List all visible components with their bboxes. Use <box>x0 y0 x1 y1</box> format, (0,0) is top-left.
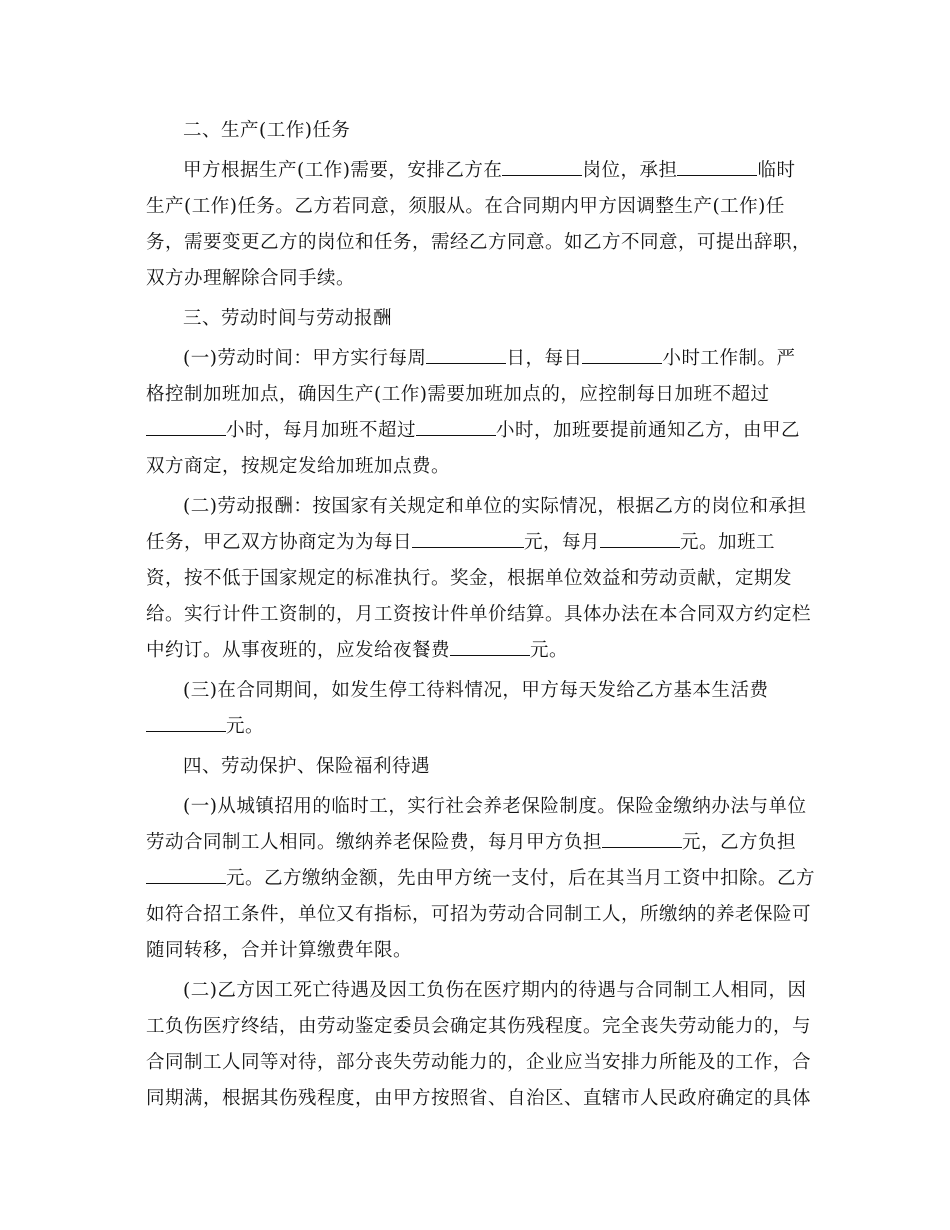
section-4-title: 四、劳动保护、保险福利待遇 <box>183 756 431 777</box>
section-3-heading <box>183 301 806 337</box>
text-line: 甲方根据生产(工作)需要，安排乙方在 岗位，承担 临时 <box>183 160 796 181</box>
text-line: 务，需要变更乙方的岗位和任务，需经乙方同意。如乙方不同意，可提出辞职， <box>146 232 812 253</box>
fill-blank[interactable] <box>412 546 524 548</box>
fill-blank[interactable] <box>502 174 582 176</box>
fill-blank[interactable] <box>602 846 682 848</box>
fill-blank[interactable] <box>582 362 662 364</box>
section-4-paragraph-1 <box>146 789 816 969</box>
text-line: (二)劳动报酬：按国家有关规定和单位的实际情况，根据乙方的岗位和承担 <box>183 496 807 517</box>
text-line: (三)在合同期间，如发生停工待料情况，甲方每天发给乙方基本生活费 <box>183 680 769 701</box>
text-line: 任务，甲乙双方协商定为为每日 元，每月 元。加班工 <box>146 532 776 553</box>
text-line: 生产(工作)任务。乙方若同意，须服从。在合同期内甲方因调整生产(工作)任 <box>146 196 785 217</box>
text-line: 元。乙方缴纳金额，先由甲方统一支付，后在其当月工资中扣除。乙方 <box>146 861 806 897</box>
section-2-heading <box>183 113 806 149</box>
section-3-paragraph-3 <box>146 673 806 745</box>
fill-blank[interactable] <box>426 362 506 364</box>
text-line: (一)从城镇招用的临时工，实行社会养老保险制度。保险金缴纳办法与单位 <box>183 796 807 817</box>
fill-blank[interactable] <box>146 434 226 436</box>
fill-blank[interactable] <box>600 546 680 548</box>
text-line: 格控制加班加点，确因生产(工作)需要加班加点的，应控制每日加班不超过 <box>146 384 770 405</box>
text-line: 给。实行计件工资制的，月工资按计件单价结算。具体办法在本合同双方约定栏 <box>146 604 812 625</box>
section-4-heading <box>183 749 806 785</box>
text-line: 双方办理解除合同手续。 <box>146 268 356 289</box>
fill-blank[interactable] <box>677 174 757 176</box>
fill-blank[interactable] <box>450 654 530 656</box>
text-line: 同期满，根据其伤残程度，由甲方按照省、自治区、直辖市人民政府确定的具体 <box>146 1088 812 1109</box>
fill-blank[interactable] <box>146 730 226 732</box>
section-4-paragraph-2 <box>146 973 812 1117</box>
fill-blank[interactable] <box>146 882 226 884</box>
section-2-paragraph <box>146 153 812 297</box>
section-2-title: 二、生产(工作)任务 <box>183 120 351 141</box>
text-line: 合同制工人同等对待，部分丧失劳动能力的，企业应当安排力所能及的工作，合 <box>146 1052 812 1073</box>
section-3-paragraph-2 <box>146 489 812 669</box>
text-line: 劳动合同制工人相同。缴纳养老保险费，每月甲方负担 元，乙方负担 <box>146 832 797 853</box>
text-line: 双方商定，按规定发给加班加点费。 <box>146 456 451 477</box>
text-line: (二)乙方因工死亡待遇及因工负伤在医疗期内的待遇与合同制工人相同，因 <box>183 980 807 1001</box>
section-3-paragraph-1 <box>146 341 806 485</box>
fill-blank[interactable] <box>416 434 496 436</box>
text-line: 资，按不低于国家规定的标准执行。奖金，根据单位效益和劳动贡献，定期发 <box>146 568 793 589</box>
text-line: 元。 <box>146 709 806 745</box>
document-page <box>146 113 816 1117</box>
text-line: 随同转移，合并计算缴费年限。 <box>146 940 413 961</box>
text-line: 中约订。从事夜班的，应发给夜餐费 元。 <box>146 640 569 661</box>
text-line: (一)劳动时间：甲方实行每周 日，每日 小时工作制。严 <box>183 348 796 369</box>
text-line: 工负伤医疗终结，由劳动鉴定委员会确定其伤残程度。完全丧失劳动能力的，与 <box>146 1016 812 1037</box>
text-line: 如符合招工条件，单位又有指标，可招为劳动合同制工人，所缴纳的养老保险可 <box>146 904 812 925</box>
text-line: 小时，每月加班不超过 小时，加班要提前通知乙方，由甲乙 <box>146 413 806 449</box>
section-3-title: 三、劳动时间与劳动报酬 <box>183 308 393 329</box>
